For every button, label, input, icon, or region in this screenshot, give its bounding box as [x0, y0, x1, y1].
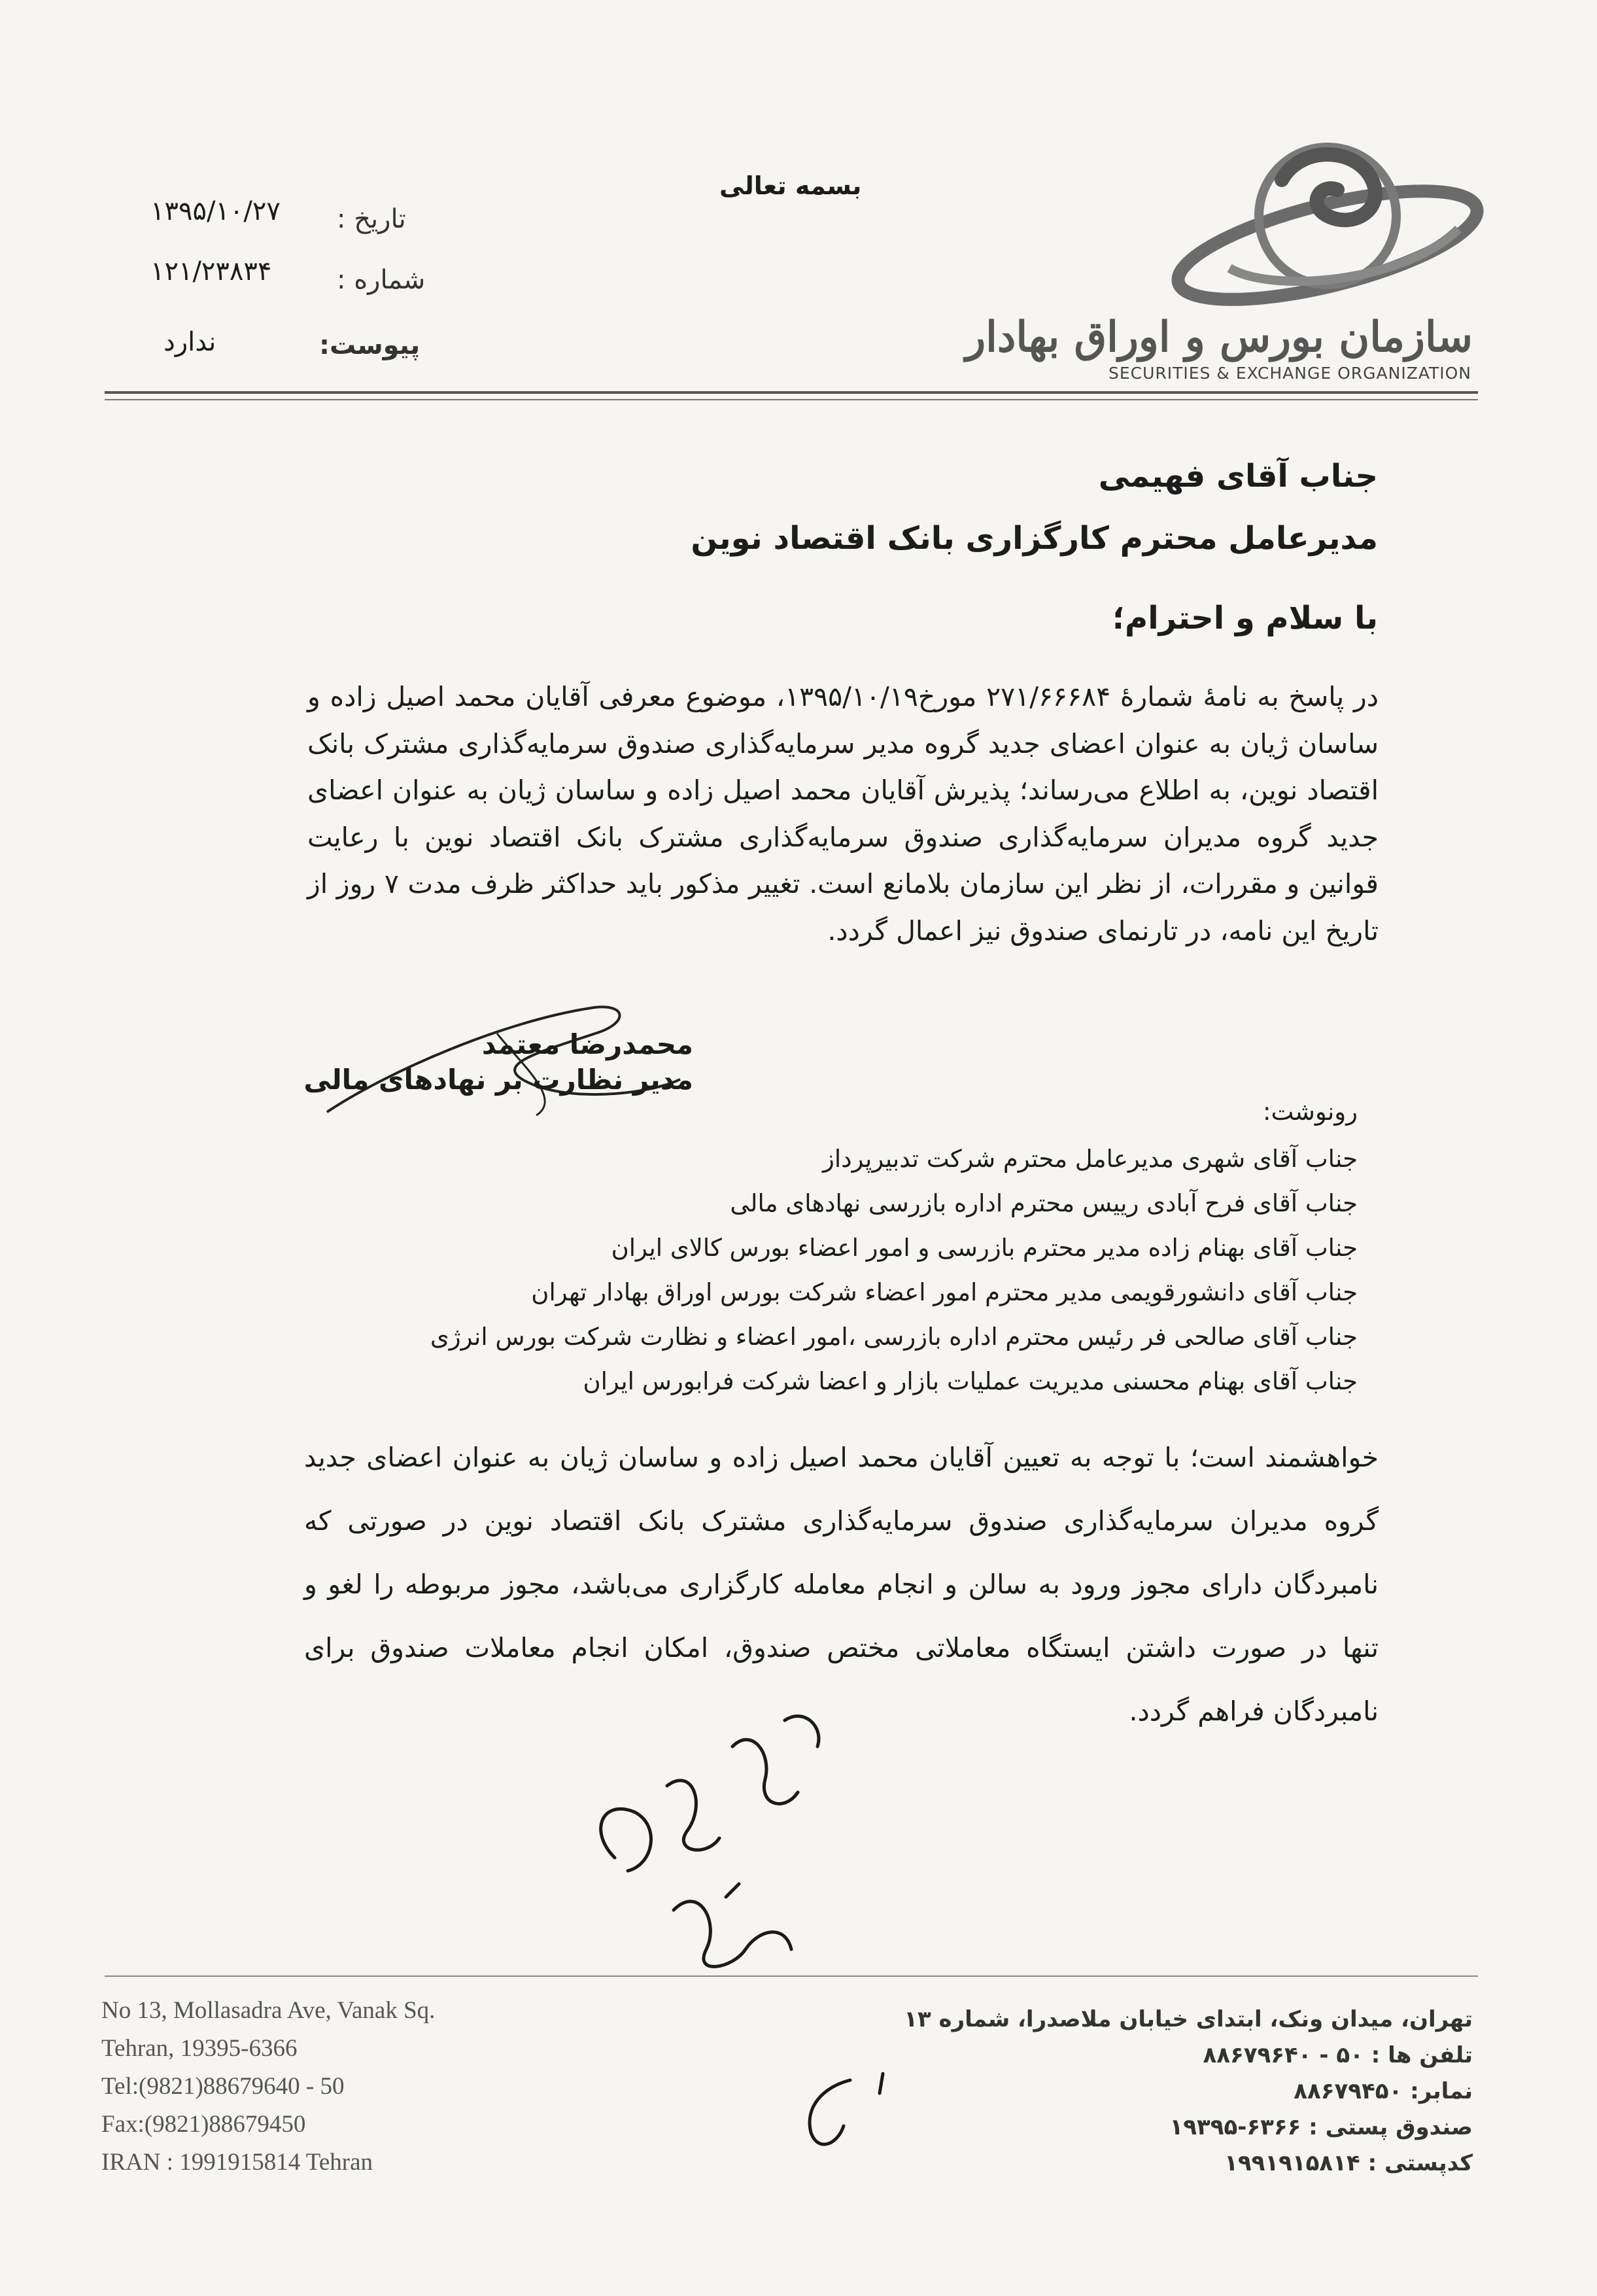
seo-logo-icon [1131, 118, 1485, 334]
cc-item: جناب آقای شهری مدیرعامل محترم شرکت تدبیرپرداز [823, 1145, 1358, 1173]
handwritten-note-icon [575, 1688, 889, 2159]
cc-title: رونوشت: [1263, 1098, 1358, 1126]
signature-name: محمدرضا معتمد [481, 1028, 693, 1060]
footer-address-fa [904, 2002, 1473, 2182]
footer-fa-line: تهران، میدان ونک، ابتدای خیابان ملاصدرا، شماره ۱۳ [904, 2006, 1473, 2032]
org-name-en: SECURITIES & EXCHANGE ORGANIZATION [1108, 364, 1471, 383]
footer-en-line: Fax:(9821)88679450 [101, 2111, 306, 2138]
cc-item: جناب آقای بهنام زاده مدیر محترم بازرسی و امور اعضاء بورس کالای ایران [611, 1234, 1358, 1262]
cc-item: جناب آقای فرح آبادی رییس محترم اداره بازرسی نهادهای مالی [730, 1189, 1358, 1217]
addressee-title: مدیرعامل محترم کارگزاری بانک اقتصاد نوین [691, 520, 1378, 557]
cc-item: جناب آقای دانشورقویمی مدیر محترم امور اعضاء شرکت بورس اوراق بهادار تهران [531, 1278, 1358, 1306]
footer-divider [105, 1975, 1478, 1977]
footer-fa-line: نمابر: ۸۸۶۷۹۴۵۰ [1294, 2078, 1473, 2104]
date-label: تاریخ : [337, 204, 406, 234]
footer-fa-line: صندوق پستی : ۶۳۶۶-۱۹۳۹۵ [1169, 2114, 1473, 2140]
org-name-fa: سازمان بورس و اوراق بهادار [965, 313, 1473, 362]
body-paragraph: در پاسخ به نامهٔ شمارهٔ ۲۷۱/۶۶۶۸۴ مورخ۱۳۹۵/۱۰/۱۹، موضوع معرفی آقایان محمد اصیل زاده و ساسان ژیان به عنوان اعضای جدید گروه مدیر سرمایه‌گذاری صندوق سرمایه‌گذاری مشترک بانک اقتصاد نوین، به اطلاع می‌رساند؛ پذیرش آقایان محمد اصیل زاده و ساسان ژیان به عنوان اعضای جدید گروه مدیران سرمایه‌گذاری صندوق سرمایه‌گذاری مشترک بانک اقتصاد نوین با رعایت قوانین و مقررات، از نظر این سازمان بلامانع است. تغییر مذکور باید حداکثر ظرف مدت ۷ روز از تاریخ این نامه، در تارنمای صندوق نیز اعمال گردد. [307, 681, 1379, 947]
greeting: با سلام و احترام؛ [1112, 600, 1378, 636]
footer-fa-line: تلفن ها : ۵۰ - ۸۸۶۷۹۶۴۰ [1203, 2042, 1473, 2068]
attachment-value: ندارد [163, 327, 216, 357]
cc-item: جناب آقای صالحی فر رئیس محترم اداره بازرسی ،امور اعضاء و نظارت شرکت بورس انرژی [430, 1323, 1358, 1351]
signature-title: مدیر نظارت بر نهادهای مالی [303, 1064, 693, 1096]
signature-block [288, 994, 693, 1125]
header-divider-thin [105, 399, 1478, 400]
second-paragraph: خواهشمند است؛ با توجه به تعیین آقایان محمد اصیل زاده و ساسان ژیان به عنوان اعضای جدید گروه مدیران سرمایه‌گذاری صندوق سرمایه‌گذاری مشترک بانک اقتصاد نوین در صورتی که نامبردگان دارای مجوز ورود به سالن و انجام معامله کارگزاری می‌باشد، مجوز مربوطه را لغو و تنها در صورت داشتن ایستگاه معاملاتی مختص صندوق، امکان انجام معاملات صندوق برای نامبردگان فراهم گردد. [304, 1442, 1379, 1727]
cc-item: جناب آقای بهنام محسنی مدیریت عملیات بازار و اعضا شرکت فرابورس ایران [583, 1367, 1358, 1395]
footer-en-line: No 13, Mollasadra Ave, Vanak Sq. [101, 1997, 436, 2024]
attachment-label: پیوست: [319, 330, 421, 360]
number-value: ۱۲۱/۲۳۸۳۴ [150, 256, 272, 287]
footer-en-line: Tel:(9821)88679640 - 50 [101, 2073, 345, 2100]
number-label: شماره : [337, 265, 426, 295]
footer-en-line: IRAN : 1991915814 Tehran [101, 2149, 373, 2176]
addressee-name: جناب آقای فهیمی [1098, 458, 1378, 495]
footer-address-en [101, 1992, 435, 2182]
bismillah: بسمه تعالی [719, 171, 862, 200]
footer-fa-line: کدپستی : ۱۹۹۱۹۱۵۸۱۴ [1224, 2150, 1473, 2176]
date-value: ۱۳۹۵/۱۰/۲۷ [150, 196, 281, 226]
cc-list [430, 1137, 1358, 1404]
header-divider [105, 391, 1478, 394]
footer-en-line: Tehran, 19395-6366 [101, 2035, 298, 2062]
